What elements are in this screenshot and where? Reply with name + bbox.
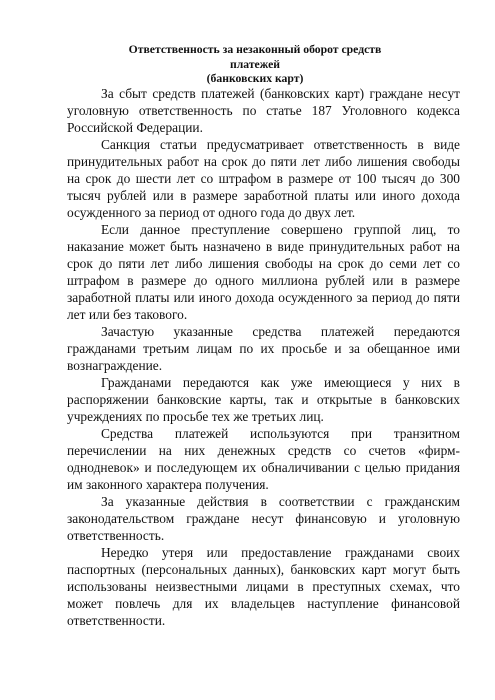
paragraph-sanction: Санкция статьи предусматривает ответственность в виде принудительных работ на срок до пяти лет либо лишения свободы на срок до шести лет со штрафом в размере от 100 тысяч до 300 тысяч рублей или в размере заработной платы или иного дохода осужденного за период от одного года до двух лет. (67, 137, 460, 220)
paragraph-third-parties: Зачастую указанные средства платежей передаются гражданами третьим лицам по их просьбе и за обещанное ими вознаграждение. (67, 324, 460, 373)
paragraph-cards-transferred: Гражданами передаются как уже имеющиеся у них в распоряжении банковские карты, так и открытые в банковских учреждениях по просьбе тех же третьих лиц. (67, 375, 460, 424)
paragraph-criminal-liability: За сбыт средств платежей (банковских карт) граждане несут уголовную ответственность по статье 187 Уголовного кодекса Российской Федерации. (67, 86, 460, 135)
paragraph-group-crime: Если данное преступление совершено группой лиц, то наказание может быть назначено в виде принудительных работ на срок до пяти лет либо лишения свободы на срок до семи лет со штрафом в размере до одного миллиона рублей или в размере заработной платы или иного дохода осужденного за период до пяти лет или без такового. (67, 222, 460, 322)
document-title-line-2: (банковских карт) (206, 72, 304, 85)
paragraph-loss-of-data: Нередко утеря или предоставление гражданами своих паспортных (персональных данных), банковских карт могут быть использованы неизвестными лицами в преступных схемах, что может повлечь для их владельцев наступление финансовой ответственности. (67, 545, 460, 628)
document-title (110, 43, 400, 87)
paragraph-transit-transfers: Средства платежей используются при транзитном перечислении на них денежных средств со счетов «фирм-однодневок» и последующем их обналичивании с целью придания им законного характера получения. (67, 426, 460, 492)
document-title-line-1: Ответственность за незаконный оборот средств платежей (128, 43, 382, 71)
paragraph-civil-liability: За указанные действия в соответствии с гражданским законодательством граждане несут финансовую и уголовную ответственность. (67, 494, 460, 543)
document-body (67, 85, 460, 629)
